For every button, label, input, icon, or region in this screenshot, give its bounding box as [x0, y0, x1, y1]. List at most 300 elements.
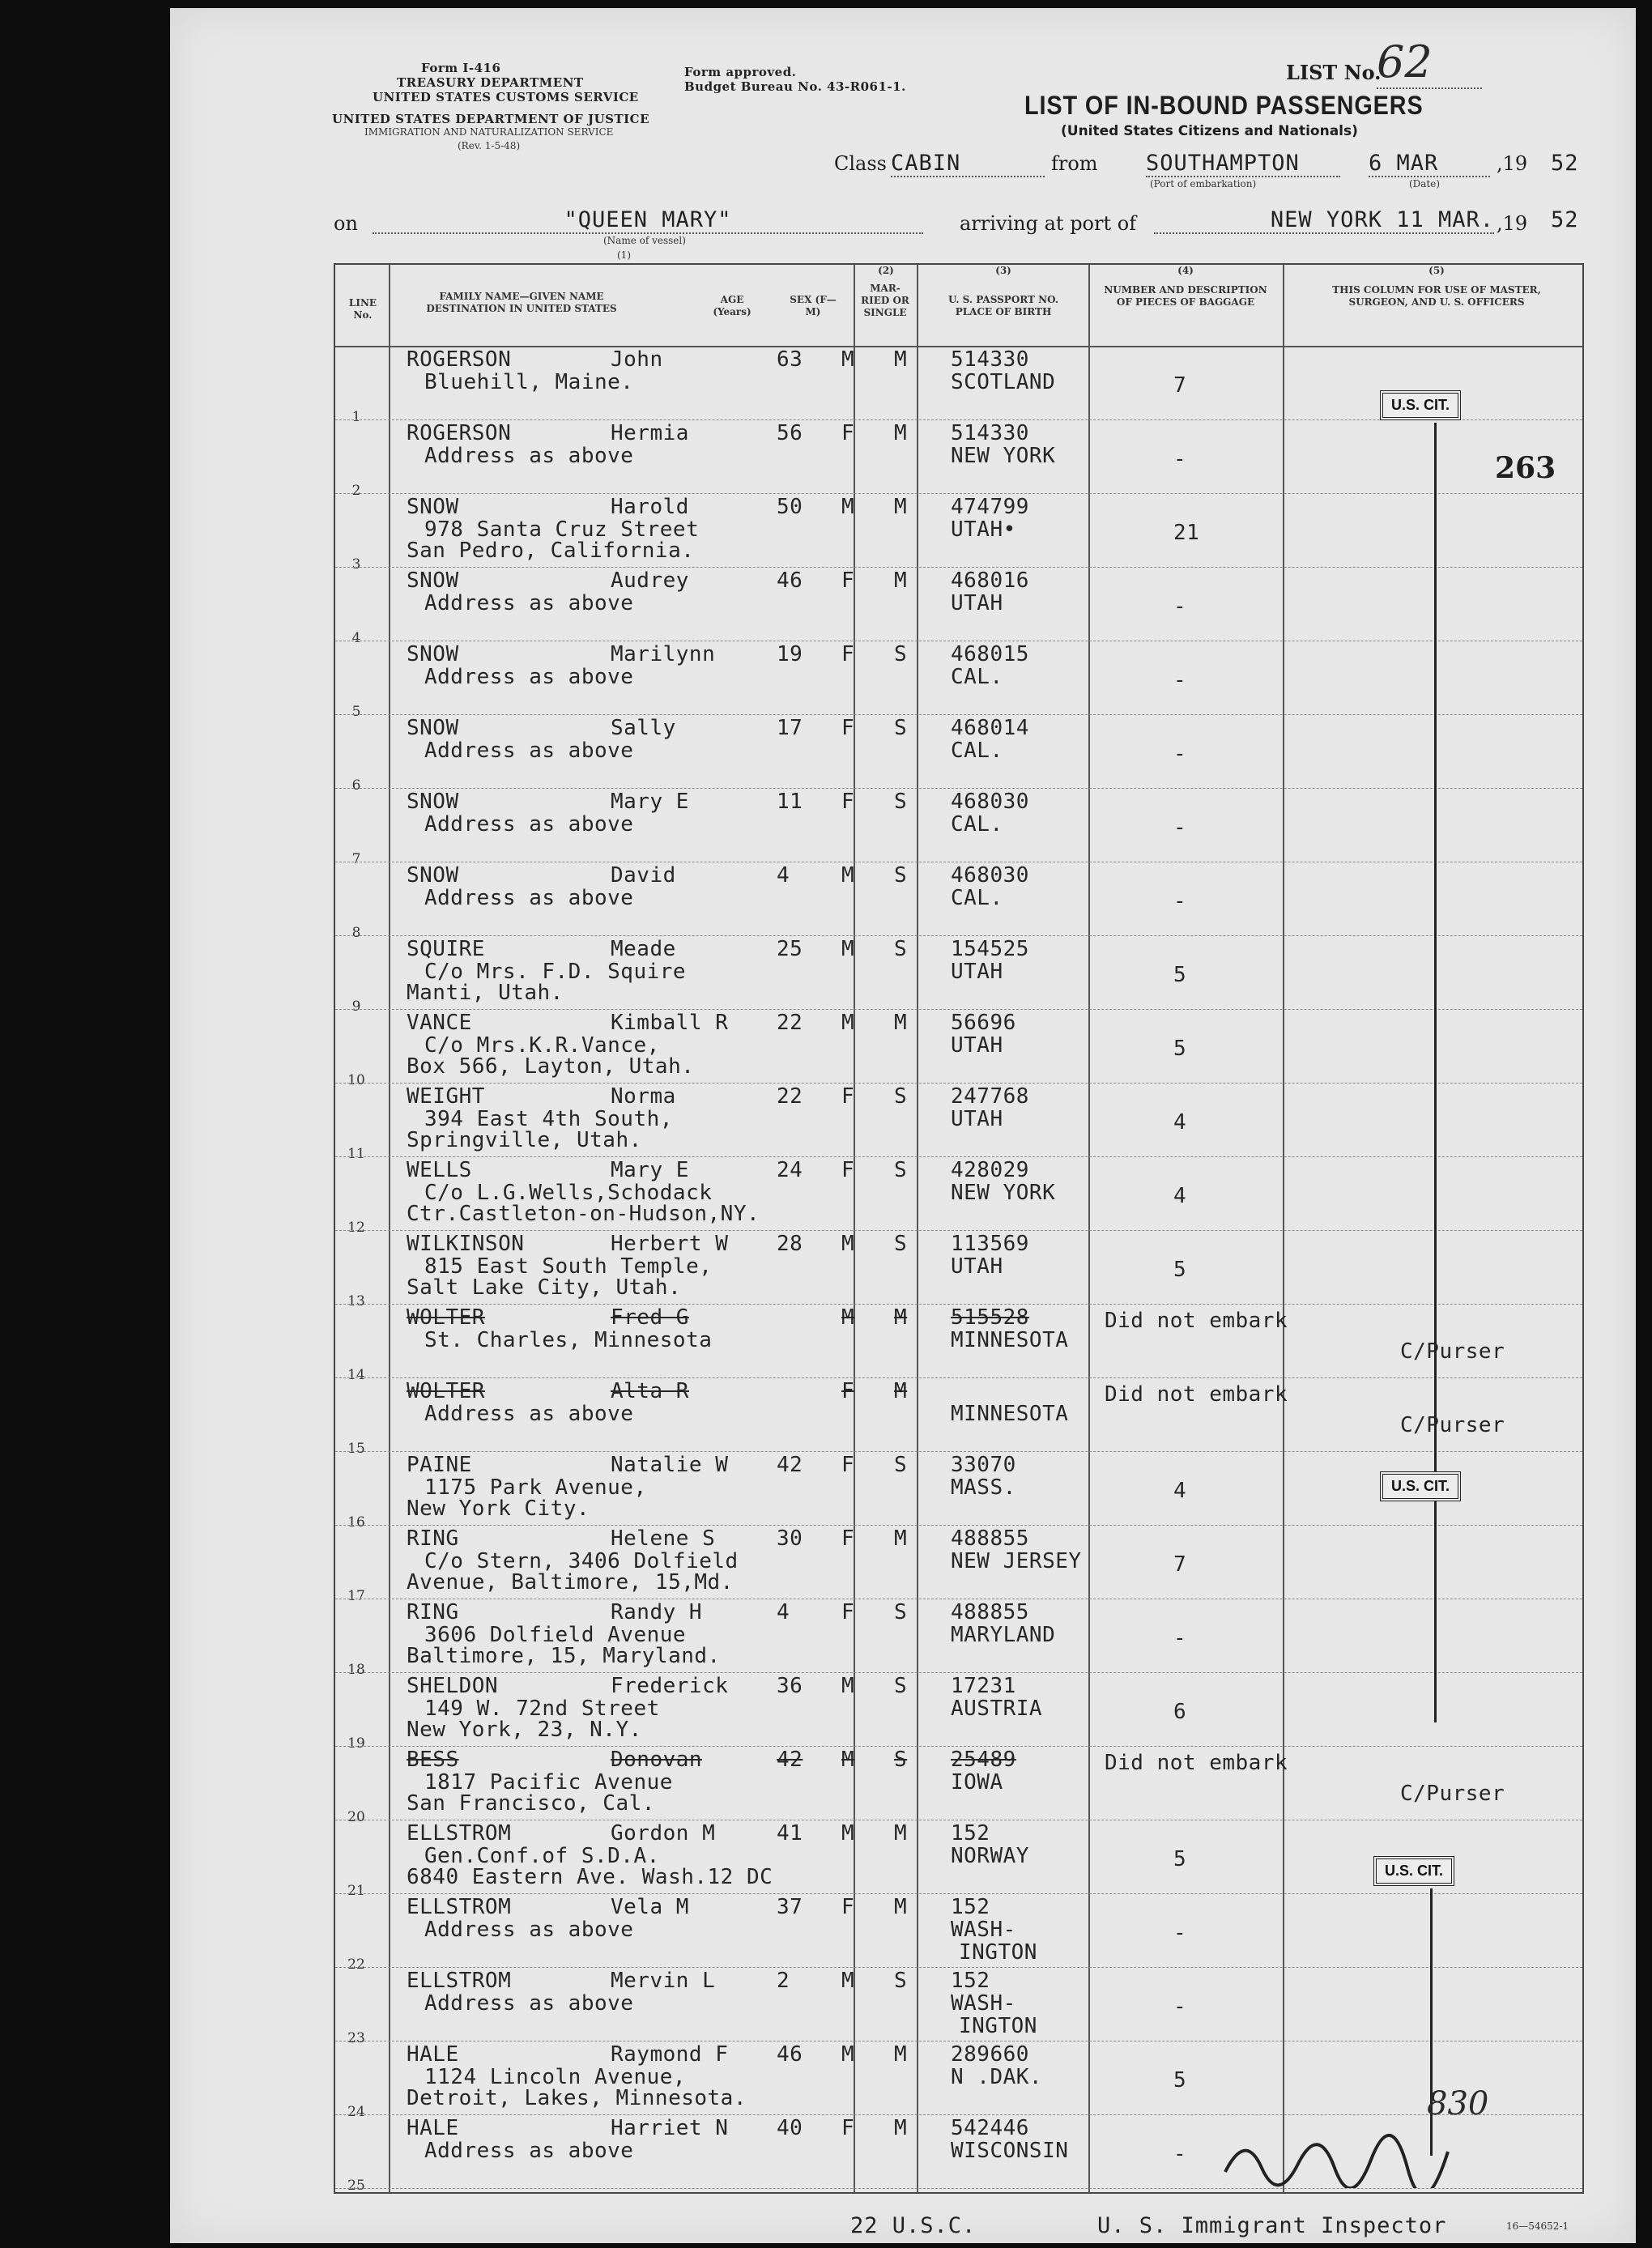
given-name: Natalie W — [611, 1453, 729, 1477]
row-divider — [335, 1893, 1582, 1894]
destination-line-1: C/o Mrs.K.R.Vance, — [424, 1033, 660, 1058]
col-num-3: (3) — [995, 265, 1011, 276]
baggage-count: 5 — [1173, 963, 1187, 987]
baggage-count: - — [1173, 1921, 1187, 1945]
marital-status: M — [894, 1011, 908, 1035]
destination-line-1: Bluehill, Maine. — [424, 370, 634, 394]
passport-number: 514330 — [951, 347, 1029, 372]
passport-number: 515528 — [951, 1305, 1029, 1330]
col-num-4: (4) — [1177, 265, 1194, 276]
destination-line-1: Address as above — [424, 1918, 634, 1942]
line-number: 5 — [351, 704, 361, 720]
sex: F — [841, 421, 855, 445]
place-of-birth: NEW YORK — [951, 1181, 1056, 1205]
marital-status: M — [894, 1526, 908, 1551]
passport-number: 152 — [951, 1969, 990, 1993]
place-of-birth: SCOTLAND — [951, 370, 1056, 394]
place-of-birth: CAL. — [951, 665, 1003, 689]
line-number: 17 — [347, 1588, 365, 1604]
baggage-count: - — [1173, 594, 1187, 619]
purser-note: C/Purser — [1400, 1413, 1505, 1437]
passport-number: 289660 — [951, 2042, 1029, 2067]
sex: M — [841, 1748, 855, 1772]
surname: RING — [407, 1526, 459, 1551]
col-passport: U. S. PASSPORT NO. PLACE OF BIRTH — [947, 294, 1059, 317]
form-approved: Form approved. — [684, 65, 797, 79]
marital-status: S — [894, 1600, 908, 1624]
given-name: Frederick — [611, 1674, 729, 1698]
sex: M — [841, 495, 855, 519]
destination-line-1: Address as above — [424, 665, 634, 689]
age: 28 — [777, 1232, 803, 1256]
baggage-count: - — [1173, 889, 1187, 913]
surname: ELLSTROM — [407, 1821, 512, 1846]
row-divider — [335, 2041, 1582, 2042]
destination-line-1: 149 W. 72nd Street — [424, 1697, 660, 1721]
baggage-count: 4 — [1173, 1110, 1187, 1135]
row-divider — [335, 1672, 1582, 1673]
statute-ref: 22 U.S.C. — [850, 2213, 977, 2238]
passport-number: 514330 — [951, 421, 1029, 445]
surname: HALE — [407, 2116, 459, 2140]
age: 30 — [777, 1526, 803, 1551]
passport-number: 113569 — [951, 1232, 1029, 1256]
treasury-dept: TREASURY DEPARTMENT — [397, 75, 584, 90]
line-number: 9 — [351, 998, 361, 1015]
line-number: 24 — [347, 2104, 365, 2120]
place-of-birth: MARYLAND — [951, 1623, 1056, 1647]
us-citizen-stamp: U.S. CIT. — [1380, 390, 1461, 420]
form-subtitle: (United States Citizens and Nationals) — [1061, 123, 1358, 139]
given-name: Raymond F — [611, 2042, 729, 2067]
destination-line-2: Detroit, Lakes, Minnesota. — [407, 2086, 747, 2110]
destination-line-2: Avenue, Baltimore, 15,Md. — [407, 1570, 734, 1594]
passport-number: 17231 — [951, 1674, 1016, 1698]
place-of-birth: MINNESOTA — [951, 1328, 1069, 1352]
sex: M — [841, 347, 855, 372]
given-name: Fred G — [611, 1305, 689, 1330]
sex: F — [841, 1084, 855, 1109]
row-divider — [335, 1009, 1582, 1010]
age: 42 — [777, 1748, 803, 1772]
row-divider — [335, 567, 1582, 568]
surname: ROGERSON — [407, 347, 512, 372]
col-divider — [389, 265, 390, 2192]
row-divider — [335, 493, 1582, 494]
baggage-count: 5 — [1173, 1258, 1187, 1282]
ins-label: IMMIGRATION AND NATURALIZATION SERVICE — [364, 126, 614, 138]
baggage-count: - — [1173, 742, 1187, 766]
sex: M — [841, 937, 855, 961]
place-of-birth: UTAH — [951, 1254, 1003, 1279]
form-code: 16—54652-1 — [1506, 2220, 1569, 2232]
line-number: 11 — [347, 1146, 365, 1162]
age: 17 — [777, 716, 803, 740]
marital-status: M — [894, 2116, 908, 2140]
age: 42 — [777, 1453, 803, 1477]
sex: F — [841, 1379, 855, 1403]
row-divider — [335, 714, 1582, 715]
given-name: Hermia — [611, 421, 689, 445]
row-divider — [335, 1967, 1582, 1968]
row-divider — [335, 788, 1582, 789]
line-number: 20 — [347, 1809, 365, 1825]
row-divider — [335, 935, 1582, 936]
sex: F — [841, 1158, 855, 1182]
sex: M — [841, 1674, 855, 1698]
officer-mark-line — [1434, 423, 1437, 1540]
place-of-birth: N .DAK. — [951, 2065, 1043, 2089]
surname: VANCE — [407, 1011, 472, 1035]
budget-bureau: Budget Bureau No. 43-R061-1. — [684, 79, 906, 94]
marital-status: S — [894, 937, 908, 961]
given-name: Gordon M — [611, 1821, 716, 1846]
given-name: Mervin L — [611, 1969, 716, 1993]
place-of-birth: UTAH• — [951, 517, 1016, 542]
marital-status: S — [894, 716, 908, 740]
marital-status: S — [894, 1969, 908, 1993]
destination-line-1: 1124 Lincoln Avenue, — [424, 2065, 687, 2089]
passport-number: 428029 — [951, 1158, 1029, 1182]
given-name: Harold — [611, 495, 689, 519]
destination-line-1: C/o L.G.Wells,Schodack — [424, 1181, 713, 1205]
arrival-year: 52 — [1551, 207, 1579, 232]
customs-service: UNITED STATES CUSTOMS SERVICE — [373, 90, 639, 104]
destination-line-1: 3606 Dolfield Avenue — [424, 1623, 687, 1647]
line-number: 7 — [351, 851, 361, 867]
destination-line-1: Address as above — [424, 1402, 634, 1426]
vessel-caption: (Name of vessel) — [603, 235, 686, 246]
surname: SNOW — [407, 863, 459, 888]
line-number: 2 — [351, 483, 361, 499]
given-name: Herbert W — [611, 1232, 729, 1256]
sex: F — [841, 790, 855, 814]
age: 11 — [777, 790, 803, 814]
place-of-birth: NEW YORK — [951, 444, 1056, 468]
from-label: from — [1051, 152, 1098, 175]
baggage-count: - — [1173, 447, 1187, 471]
place-of-birth: CAL. — [951, 886, 1003, 910]
sex: M — [841, 863, 855, 888]
destination-line-1: Address as above — [424, 1991, 634, 2016]
surname: WILKINSON — [407, 1232, 525, 1256]
marital-status: S — [894, 642, 908, 666]
given-name: Mary E — [611, 1158, 689, 1182]
line-number: 10 — [347, 1072, 365, 1088]
purser-note: C/Purser — [1400, 1782, 1505, 1806]
line-number: 22 — [347, 1956, 365, 1973]
age: 63 — [777, 347, 803, 372]
purser-note: C/Purser — [1400, 1339, 1505, 1364]
age: 46 — [777, 2042, 803, 2067]
destination-line-2: Baltimore, 15, Maryland. — [407, 1644, 721, 1668]
destination-line-1: Address as above — [424, 444, 634, 468]
surname: SNOW — [407, 495, 459, 519]
sex: F — [841, 1895, 855, 1919]
justice-dept: UNITED STATES DEPARTMENT OF JUSTICE — [332, 112, 650, 126]
line-number: 19 — [347, 1735, 365, 1752]
age: 56 — [777, 421, 803, 445]
baggage-count: 5 — [1173, 1037, 1187, 1061]
marital-status: M — [894, 1305, 908, 1330]
place-of-birth: WASH- — [951, 1991, 1016, 2016]
given-name: Mary E — [611, 790, 689, 814]
given-name: Audrey — [611, 568, 689, 593]
line-number: 23 — [347, 2030, 365, 2046]
given-name: Helene S — [611, 1526, 716, 1551]
marital-status: M — [894, 347, 908, 372]
given-name: Marilynn — [611, 642, 716, 666]
col-num-2: (2) — [878, 265, 894, 276]
baggage-count: - — [1173, 1995, 1187, 2019]
line-number: 12 — [347, 1220, 365, 1236]
marital-status: M — [894, 1379, 908, 1403]
signature-mark — [1221, 2123, 1456, 2188]
destination-line-1: 394 East 4th South, — [424, 1107, 673, 1131]
line-number: 15 — [347, 1441, 365, 1457]
marital-status: S — [894, 790, 908, 814]
given-name: John — [611, 347, 663, 372]
place-of-birth: CAL. — [951, 812, 1003, 837]
officer-mark-line — [1434, 1504, 1437, 1722]
passport-number: 488855 — [951, 1600, 1029, 1624]
line-number: 25 — [347, 2178, 365, 2194]
surname: SHELDON — [407, 1674, 499, 1698]
col-divider — [1283, 265, 1284, 2192]
sex: M — [841, 1821, 855, 1846]
place-of-birth: UTAH — [951, 960, 1003, 984]
inspection-time: 830 — [1427, 2085, 1489, 2122]
given-name: David — [611, 863, 676, 888]
surname: WELLS — [407, 1158, 472, 1182]
col-divider — [917, 265, 918, 2192]
destination-line-2: Springville, Utah. — [407, 1128, 642, 1152]
baggage-count: - — [1173, 1626, 1187, 1650]
place-of-birth: UTAH — [951, 1033, 1003, 1058]
sex: F — [841, 568, 855, 593]
passport-number: 152 — [951, 1821, 990, 1846]
place-of-birth: NEW JERSEY — [951, 1549, 1082, 1573]
col-line-no: LINE No. — [348, 297, 377, 321]
place-of-birth: CAL. — [951, 739, 1003, 763]
vessel-name: "QUEEN MARY" — [373, 207, 923, 234]
baggage-count: - — [1173, 2142, 1187, 2166]
arriving-label: arriving at port of — [960, 212, 1137, 235]
place-of-birth-2: INGTON — [959, 1940, 1037, 1965]
revision: (Rev. 1-5-48) — [458, 140, 521, 151]
col1-label: (1) — [617, 249, 631, 261]
row-divider — [335, 1304, 1582, 1305]
marital-status: S — [894, 1158, 908, 1182]
passport-number: 468030 — [951, 790, 1029, 814]
line-number: 16 — [347, 1514, 365, 1531]
port-arrival: NEW YORK 11 MAR. — [1154, 207, 1494, 234]
baggage-count: 5 — [1173, 1847, 1187, 1871]
line-number: 21 — [347, 1883, 365, 1899]
destination-line-2: San Francisco, Cal. — [407, 1791, 655, 1816]
passport-number: 468015 — [951, 642, 1029, 666]
passport-number: 33070 — [951, 1453, 1016, 1477]
marital-status: M — [894, 495, 908, 519]
col-officers: THIS COLUMN FOR USE OF MASTER, SURGEON, AND U. S. OFFICERS — [1332, 284, 1541, 308]
baggage-count: 5 — [1173, 2068, 1187, 2093]
destination-line-2: Salt Lake City, Utah. — [407, 1275, 682, 1300]
place-of-birth: UTAH — [951, 591, 1003, 615]
surname: SNOW — [407, 790, 459, 814]
place-of-birth: IOWA — [951, 1770, 1003, 1795]
port-embark-caption: (Port of embarkation) — [1150, 178, 1257, 189]
on-label: on — [334, 212, 358, 235]
destination-line-1: C/o Stern, 3406 Dolfield — [424, 1549, 739, 1573]
passport-number: 468014 — [951, 716, 1029, 740]
sex: M — [841, 1969, 855, 1993]
given-name: Kimball R — [611, 1011, 729, 1035]
baggage-count: - — [1173, 815, 1187, 840]
passport-number: 468030 — [951, 863, 1029, 888]
passport-number: 25489 — [951, 1748, 1016, 1772]
destination-line-1: 1817 Pacific Avenue — [424, 1770, 673, 1795]
line-number: 3 — [351, 556, 361, 573]
baggage-count: 6 — [1173, 1700, 1187, 1724]
col-baggage: NUMBER AND DESCRIPTION OF PIECES OF BAGGAGE — [1104, 284, 1267, 308]
destination-line-1: Address as above — [424, 812, 634, 837]
sex: M — [841, 1011, 855, 1035]
surname: BESS — [407, 1748, 459, 1772]
place-of-birth: WASH- — [951, 1918, 1016, 1942]
baggage-count: 7 — [1173, 1552, 1187, 1577]
surname: SQUIRE — [407, 937, 485, 961]
surname: HALE — [407, 2042, 459, 2067]
inspector-label: U. S. Immigrant Inspector — [1097, 2213, 1447, 2238]
list-no-label: LIST No. — [1286, 61, 1382, 84]
class-value: CABIN — [891, 151, 1045, 177]
marital-status: S — [894, 863, 908, 888]
marital-status: S — [894, 1674, 908, 1698]
line-number: 6 — [351, 777, 361, 794]
age: 22 — [777, 1011, 803, 1035]
line-number: 1 — [351, 409, 361, 425]
surname: WEIGHT — [407, 1084, 485, 1109]
stamp-number: 263 — [1495, 451, 1556, 485]
destination-line-1: St. Charles, Minnesota — [424, 1328, 713, 1352]
passenger-table — [334, 263, 1584, 2194]
passport-number: 542446 — [951, 2116, 1029, 2140]
sex: F — [841, 2116, 855, 2140]
line-number: 8 — [351, 925, 361, 941]
sex: M — [841, 1305, 855, 1330]
passport-number: 152 — [951, 1895, 990, 1919]
destination-line-2: San Pedro, California. — [407, 539, 695, 563]
place-of-birth: AUSTRIA — [951, 1697, 1043, 1721]
age: 41 — [777, 1821, 803, 1846]
col-num-5: (5) — [1428, 265, 1445, 276]
did-not-embark-note: Did not embark — [1105, 1751, 1288, 1775]
age: 36 — [777, 1674, 803, 1698]
marital-status: S — [894, 1232, 908, 1256]
date-caption: (Date) — [1409, 178, 1441, 189]
destination-line-2: Ctr.Castleton-on-Hudson,NY. — [407, 1202, 760, 1226]
row-divider — [335, 1156, 1582, 1157]
col-name: FAMILY NAME—GIVEN NAME DESTINATION IN UNITED STATES — [426, 291, 617, 314]
age: 46 — [777, 568, 803, 593]
line-number: 13 — [347, 1293, 365, 1309]
year-prefix-arrival: ,19 — [1497, 212, 1528, 235]
line-number: 18 — [347, 1662, 365, 1678]
destination-line-1: Address as above — [424, 739, 634, 763]
col-divider — [1088, 265, 1090, 2192]
age: 4 — [777, 1600, 790, 1624]
passport-number: 488855 — [951, 1526, 1029, 1551]
age: 2 — [777, 1969, 790, 1993]
destination-line-2: New York City. — [407, 1497, 590, 1521]
surname: ELLSTROM — [407, 1969, 512, 1993]
passport-number: 247768 — [951, 1084, 1029, 1109]
place-of-birth: MASS. — [951, 1475, 1016, 1500]
destination-line-2: 6840 Eastern Ave. Wash.12 DC — [407, 1865, 773, 1889]
marital-status: M — [894, 568, 908, 593]
row-divider — [335, 2114, 1582, 2115]
row-divider — [335, 1377, 1582, 1378]
age: 25 — [777, 937, 803, 961]
place-of-birth: WISCONSIN — [951, 2139, 1069, 2163]
place-of-birth: MINNESOTA — [951, 1402, 1069, 1426]
col-married: MAR-RIED OR SINGLE — [861, 283, 909, 318]
line-number: 4 — [351, 630, 361, 646]
age: 24 — [777, 1158, 803, 1182]
row-divider — [335, 1451, 1582, 1452]
embark-date: 6 MAR — [1369, 151, 1490, 177]
form-title: LIST OF IN-BOUND PASSENGERS — [1024, 91, 1424, 120]
destination-line-1: Gen.Conf.of S.D.A. — [424, 1844, 660, 1868]
sex: M — [841, 2042, 855, 2067]
surname: ELLSTROM — [407, 1895, 512, 1919]
surname: ROGERSON — [407, 421, 512, 445]
destination-line-1: Address as above — [424, 591, 634, 615]
row-divider — [335, 1083, 1582, 1084]
baggage-count: 4 — [1173, 1479, 1187, 1503]
col-sex: SEX (F—M) — [790, 294, 837, 317]
baggage-count: 21 — [1173, 521, 1200, 545]
given-name: Vela M — [611, 1895, 689, 1919]
sex: F — [841, 1453, 855, 1477]
passport-number: 468016 — [951, 568, 1029, 593]
destination-line-1: Address as above — [424, 886, 634, 910]
place-of-birth-2: INGTON — [959, 2014, 1037, 2038]
sex: F — [841, 642, 855, 666]
destination-line-2: New York, 23, N.Y. — [407, 1718, 642, 1742]
row-divider — [335, 1230, 1582, 1231]
marital-status: S — [894, 1084, 908, 1109]
class-label: Class — [834, 152, 887, 175]
surname: PAINE — [407, 1453, 472, 1477]
sex: F — [841, 1526, 855, 1551]
marital-status: M — [894, 1821, 908, 1846]
given-name: Meade — [611, 937, 676, 961]
passport-number: 154525 — [951, 937, 1029, 961]
given-name: Sally — [611, 716, 676, 740]
given-name: Norma — [611, 1084, 676, 1109]
list-no-value: 62 — [1377, 36, 1482, 89]
did-not-embark-note: Did not embark — [1105, 1382, 1288, 1407]
given-name: Donovan — [611, 1748, 703, 1772]
embark-year: 52 — [1551, 151, 1579, 176]
row-divider — [335, 1746, 1582, 1747]
did-not-embark-note: Did not embark — [1105, 1309, 1288, 1333]
age: 40 — [777, 2116, 803, 2140]
marital-status: S — [894, 1453, 908, 1477]
given-name: Harriet N — [611, 2116, 729, 2140]
given-name: Alta R — [611, 1379, 689, 1403]
